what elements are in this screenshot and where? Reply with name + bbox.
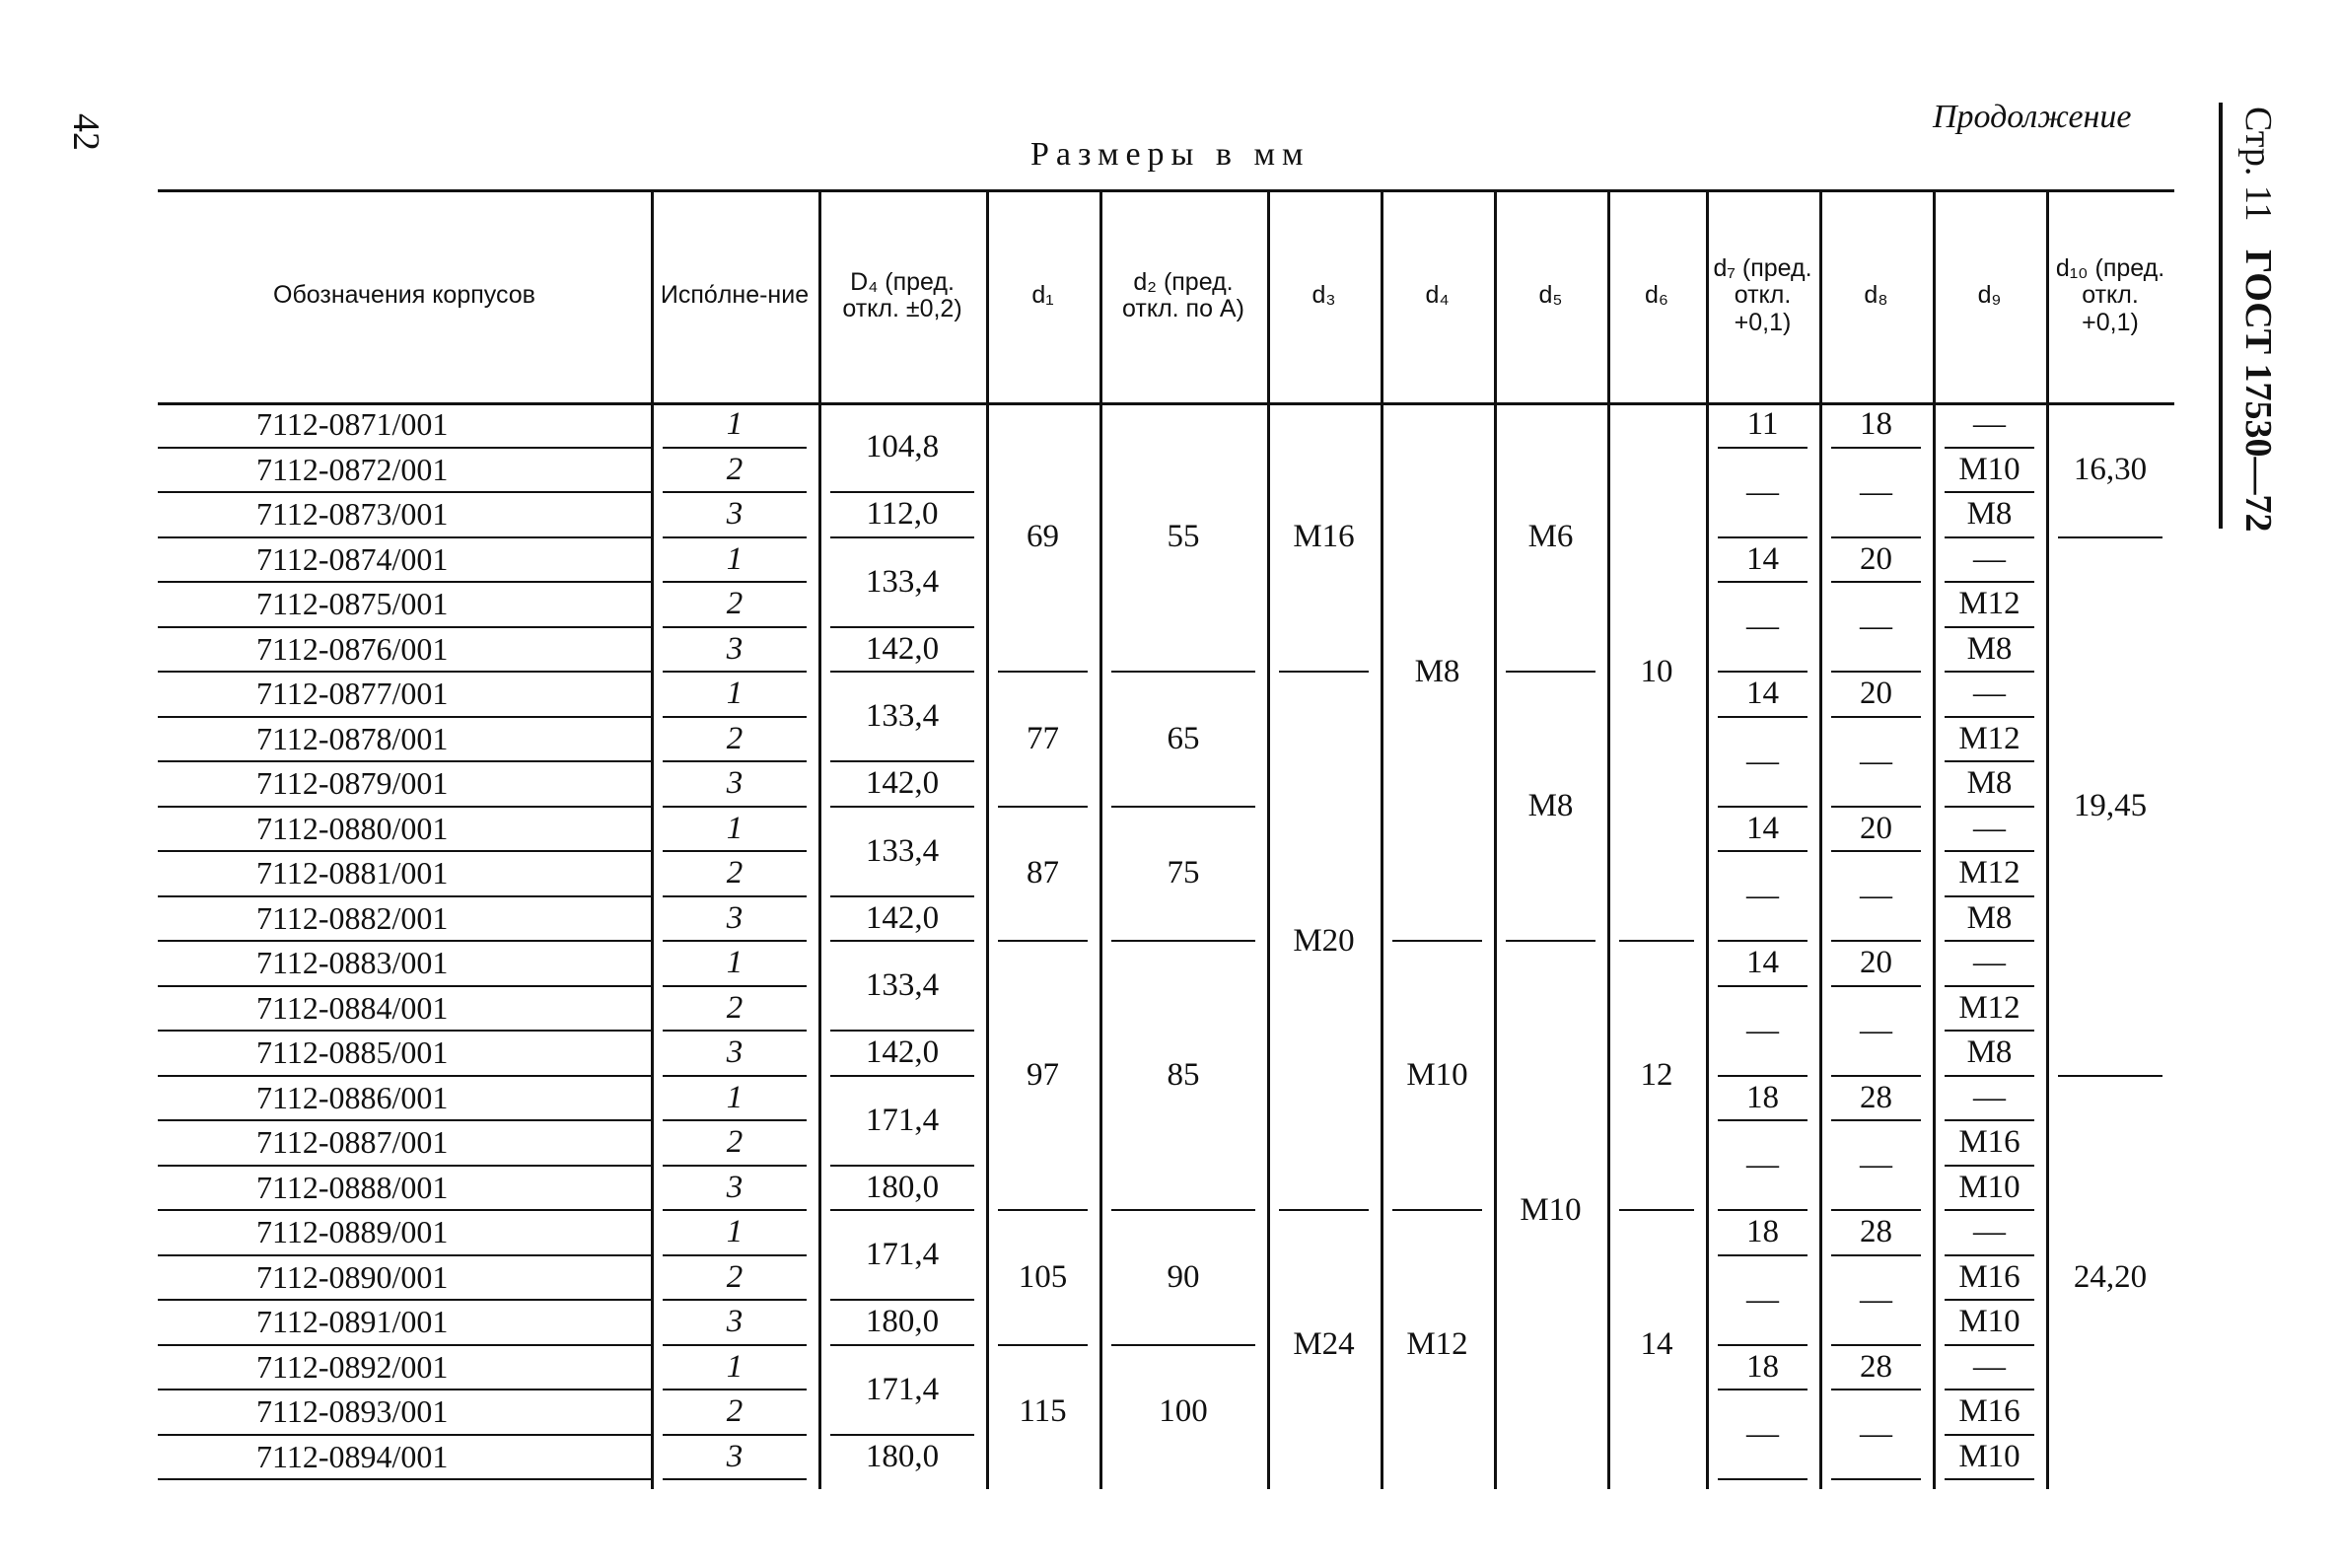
row-rule (1831, 1389, 1921, 1390)
execution-cell: 3 (726, 899, 744, 936)
header-d4: d₄ (1425, 281, 1450, 310)
d9-cell: M16 (1958, 1258, 2020, 1295)
d2-cell: 90 (1167, 1258, 1200, 1295)
d8-cell: 28 (1860, 1348, 1892, 1385)
d8-cell: 20 (1860, 676, 1892, 712)
designation-cell: 7112-0893/001 (256, 1393, 449, 1430)
d8-cell: 28 (1860, 1214, 1892, 1250)
d8-cell: — (1860, 608, 1892, 644)
header-d8: d₈ (1864, 281, 1888, 310)
d3-cell: M16 (1293, 519, 1355, 554)
d9-cell: M8 (1966, 1034, 2013, 1071)
header-d5: d₅ (1538, 281, 1563, 310)
execution-cell: 3 (726, 1034, 744, 1071)
D4-cell: 171,4 (865, 1237, 940, 1272)
designation-cell: 7112-0894/001 (256, 1438, 449, 1474)
header-d1: d₁ (1031, 281, 1054, 310)
d1-cell: 69 (1027, 519, 1059, 554)
d8-cell: — (1860, 1416, 1892, 1452)
execution-cell: 3 (726, 1169, 744, 1205)
d7-cell: — (1746, 878, 1779, 913)
d8-cell: — (1860, 1281, 1892, 1318)
D4-cell: 112,0 (866, 496, 939, 533)
execution-cell: 2 (726, 720, 744, 756)
d7-cell: 14 (1746, 810, 1779, 846)
d4-cell: M12 (1406, 1326, 1468, 1362)
D4-cell: 142,0 (865, 630, 940, 667)
d9-cell: M8 (1966, 496, 2013, 533)
d9-cell: M10 (1958, 1169, 2020, 1205)
row-rule (158, 1478, 651, 1480)
d7-cell: — (1746, 608, 1779, 644)
designation-cell: 7112-0889/001 (256, 1214, 449, 1250)
row-rule (1718, 1478, 1807, 1480)
d9-cell: — (1973, 810, 2006, 846)
d8-cell: 20 (1860, 810, 1892, 846)
d9-cell: M8 (1966, 765, 2013, 802)
execution-cell: 1 (726, 676, 744, 712)
row-rule (1718, 1119, 1807, 1121)
d1-cell: 105 (1018, 1258, 1068, 1295)
D4-cell: 142,0 (865, 765, 940, 802)
execution-cell: 2 (726, 451, 744, 487)
row-rule (1831, 447, 1921, 449)
designation-cell: 7112-0886/001 (256, 1079, 449, 1115)
d7-cell: 14 (1746, 945, 1779, 981)
d7-cell: — (1746, 743, 1779, 779)
d7-cell: 18 (1746, 1214, 1779, 1250)
d8-cell: — (1860, 743, 1892, 779)
header-code: Обозначения корпусов (273, 281, 535, 310)
D4-cell: 180,0 (865, 1304, 940, 1340)
header-exec: Испо́лне-ние (660, 281, 810, 310)
header-d9: d₉ (1977, 281, 2002, 310)
designation-cell: 7112-0877/001 (256, 676, 449, 712)
d5-cell: M10 (1520, 1191, 1582, 1228)
row-rule (1718, 850, 1807, 852)
D4-cell: 133,4 (865, 698, 940, 734)
execution-cell: 1 (726, 1079, 744, 1115)
D4-cell: 142,0 (865, 899, 940, 936)
d9-cell: M8 (1966, 899, 2013, 936)
row-rule (1718, 447, 1807, 449)
execution-cell: 1 (726, 810, 744, 846)
d9-cell: M10 (1958, 451, 2020, 487)
d7-cell: 14 (1746, 540, 1779, 577)
d2-cell: 75 (1167, 855, 1200, 891)
d7-cell: 11 (1746, 406, 1779, 443)
row-rule (1831, 985, 1921, 987)
execution-cell: 3 (726, 1304, 744, 1340)
page-number: 42 (65, 113, 106, 151)
d7-cell: 18 (1746, 1348, 1779, 1385)
D4-cell: 133,4 (865, 563, 940, 600)
d7-cell: — (1746, 1147, 1779, 1182)
designation-cell: 7112-0876/001 (256, 630, 449, 667)
d9-cell: M12 (1958, 586, 2020, 622)
d9-cell: — (1973, 540, 2006, 577)
execution-cell: 2 (726, 1258, 744, 1295)
header-d3: d₃ (1311, 281, 1336, 310)
side-label (2236, 107, 2280, 533)
execution-cell: 2 (726, 989, 744, 1026)
execution-cell: 3 (726, 496, 744, 533)
d5-cell: M6 (1527, 519, 1574, 554)
execution-cell: 3 (726, 765, 744, 802)
d6-cell: 12 (1640, 1057, 1673, 1093)
d9-cell: M8 (1966, 630, 2013, 667)
side-label-page: Стр. 11 (2237, 107, 2279, 222)
units-caption: Размеры в мм (1030, 136, 1311, 173)
row-rule (1945, 1478, 2034, 1480)
d6-cell: 14 (1640, 1326, 1673, 1362)
d9-cell: M16 (1958, 1393, 2020, 1430)
d4-cell: M8 (1414, 653, 1460, 689)
execution-cell: 2 (726, 855, 744, 891)
execution-cell: 3 (726, 1438, 744, 1474)
d9-cell: — (1973, 945, 2006, 981)
D4-cell: 171,4 (865, 1102, 940, 1138)
d10-cell: 16,30 (2073, 451, 2148, 487)
execution-cell: 1 (726, 540, 744, 577)
D4-cell: 180,0 (865, 1438, 940, 1474)
D4-cell: 133,4 (865, 967, 940, 1003)
row-rule (1831, 1254, 1921, 1256)
designation-cell: 7112-0873/001 (256, 496, 449, 533)
execution-cell: 2 (726, 1393, 744, 1430)
d7-cell: — (1746, 473, 1779, 510)
d7-cell: — (1746, 1416, 1779, 1452)
d9-cell: — (1973, 1348, 2006, 1385)
d1-cell: 115 (1019, 1393, 1067, 1430)
d10-cell: 24,20 (2073, 1258, 2148, 1295)
designation-cell: 7112-0882/001 (256, 899, 449, 936)
header-d6: d₆ (1645, 281, 1668, 310)
header-D4: D₄ (пред. откл. ±0,2) (842, 267, 962, 322)
row-rule (1831, 1119, 1921, 1121)
d7-cell: 18 (1746, 1079, 1779, 1115)
D4-cell: 180,0 (865, 1169, 940, 1205)
d9-cell: — (1973, 1214, 2006, 1250)
d10-cell: 19,45 (2073, 788, 2148, 823)
d9-cell: M12 (1958, 989, 2020, 1026)
designation-cell: 7112-0881/001 (256, 855, 449, 891)
designation-cell: 7112-0879/001 (256, 765, 449, 802)
designation-cell: 7112-0874/001 (256, 540, 449, 577)
d2-cell: 85 (1167, 1057, 1200, 1093)
row-rule (1831, 581, 1921, 583)
designation-cell: 7112-0890/001 (256, 1258, 449, 1295)
d8-cell: 18 (1860, 406, 1892, 443)
row-rule (1831, 1478, 1921, 1480)
side-label-standard: ГОСТ 17530—72 (2237, 249, 2279, 533)
row-rule (1831, 716, 1921, 718)
d9-cell: — (1973, 676, 2006, 712)
d1-cell: 87 (1027, 855, 1059, 891)
d6-cell: 10 (1640, 653, 1673, 689)
execution-cell: 1 (726, 1214, 744, 1250)
designation-cell: 7112-0892/001 (256, 1348, 449, 1385)
d8-cell: 20 (1860, 945, 1892, 981)
designation-cell: 7112-0871/001 (256, 406, 449, 443)
d9-cell: M12 (1958, 855, 2020, 891)
d2-cell: 65 (1167, 720, 1200, 756)
d3-cell: M24 (1293, 1326, 1355, 1362)
d1-cell: 97 (1027, 1057, 1059, 1093)
D4-cell: 142,0 (865, 1034, 940, 1071)
execution-cell: 2 (726, 586, 744, 622)
d7-cell: — (1746, 1012, 1779, 1048)
header-d7: d₇ (пред. откл. +0,1) (1713, 253, 1812, 336)
D4-cell: 104,8 (865, 429, 940, 464)
designation-cell: 7112-0872/001 (256, 451, 449, 487)
d8-cell: — (1860, 1012, 1892, 1048)
d9-cell: M10 (1958, 1304, 2020, 1340)
designation-cell: 7112-0884/001 (256, 989, 449, 1026)
row-rule (1718, 985, 1807, 987)
d3-cell: M20 (1293, 922, 1355, 959)
designation-cell: 7112-0875/001 (256, 586, 449, 622)
designation-cell: 7112-0883/001 (256, 945, 449, 981)
D4-cell: 171,4 (865, 1371, 940, 1407)
designation-cell: 7112-0885/001 (256, 1034, 449, 1071)
d5-cell: M8 (1527, 788, 1574, 823)
row-rule (1718, 716, 1807, 718)
d9-cell: M12 (1958, 720, 2020, 756)
header-d2: d₂ (пред. откл. по А) (1122, 267, 1244, 322)
execution-cell: 1 (726, 945, 744, 981)
row-rule (1831, 850, 1921, 852)
d9-cell: M16 (1958, 1124, 2020, 1161)
d7-cell: — (1746, 1281, 1779, 1318)
d8-cell: — (1860, 473, 1892, 510)
d2-cell: 55 (1167, 519, 1200, 554)
row-rule (663, 1478, 807, 1480)
designation-cell: 7112-0891/001 (256, 1304, 449, 1340)
d7-cell: 14 (1746, 676, 1779, 712)
D4-cell: 133,4 (865, 832, 940, 869)
designation-cell: 7112-0887/001 (256, 1124, 449, 1161)
execution-cell: 3 (726, 630, 744, 667)
header-d10: d₁₀ (пред. откл. +0,1) (2055, 253, 2165, 336)
d9-cell: — (1973, 1079, 2006, 1115)
execution-cell: 1 (726, 406, 744, 443)
execution-cell: 2 (726, 1124, 744, 1161)
designation-cell: 7112-0880/001 (256, 810, 449, 846)
side-rule (2219, 103, 2223, 529)
continuation-label: Продолжение (1933, 99, 2132, 135)
designation-cell: 7112-0888/001 (256, 1169, 449, 1205)
d9-cell: M10 (1958, 1438, 2020, 1474)
execution-cell: 1 (726, 1348, 744, 1385)
d8-cell: 20 (1860, 540, 1892, 577)
d4-cell: M10 (1406, 1057, 1468, 1093)
d8-cell: — (1860, 1147, 1892, 1182)
table-top-rule (158, 189, 2174, 192)
d1-cell: 77 (1027, 720, 1059, 756)
d8-cell: 28 (1860, 1079, 1892, 1115)
d8-cell: — (1860, 878, 1892, 913)
row-rule (1718, 1254, 1807, 1256)
designation-cell: 7112-0878/001 (256, 720, 449, 756)
d2-cell: 100 (1159, 1393, 1208, 1430)
row-rule (1718, 581, 1807, 583)
d9-cell: — (1973, 406, 2006, 443)
row-rule (1718, 1389, 1807, 1390)
